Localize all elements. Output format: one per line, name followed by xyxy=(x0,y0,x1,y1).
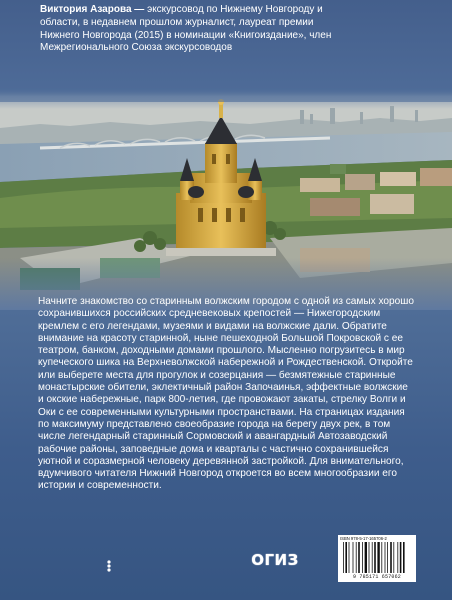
city-photo xyxy=(0,88,452,310)
small-ornament-icon xyxy=(104,559,114,573)
isbn-barcode xyxy=(338,535,416,582)
barcode-bars xyxy=(342,542,412,573)
author-name: Виктория Азарова — xyxy=(40,4,145,15)
book-description: Начните знакомство со старинным волжским городом с одной из самых хорошо сохранившихся российских средневековых крепостей — Нижегородским кремлем с его легендами, музеями и видами на волжские дали. Обратите внимание на красоту старинной, ныне пешеходной Большой Покровской с ее театром, банком, доходными домами прошлого. Мысленно погрузитесь в мир купеческого шика на Верхневолжской набережной и Рождественской. Откройте или выберете места для прогулок и созерцания — безмятежные старинные монастырские обители, эклектичный район Започаинья, эффектные волжские и окские набережные, парк 800-летия, где провожают закаты, стрелку Волги и Оки с ее современными культурными пространствами. На страницах издания по максимуму представлено своеобразие города на берегу двух рек, в том числе легендарный старинный Сормовский и авангардный Автозаводский рабочие районы, заповедные дома и кварталы с частично сохранившейся уютной и соразмерной человеку деревянной застройкой. Для внимательного, вдумчивого читателя Нижний Новгород откроется во всем многообразии его истории и современности. xyxy=(38,296,414,492)
author-bio-text: экскурсовод по Нижнему Новгороду и области, в недавнем прошлом журналист, лауреат премии Нижнего Новгорода (2015) в номинации «Книгоиздание», член Межрегионального Союза экскурсоводов xyxy=(40,4,332,54)
ogiz-logo: ОГИЗ xyxy=(251,551,299,569)
author-bio xyxy=(40,4,340,55)
isbn-label: ISBN 978-5-17-165706-2 xyxy=(340,536,387,541)
nizhny-novgorod-cathedral-illustration xyxy=(0,88,452,310)
barcode-digits: 9 785171 657062 xyxy=(352,574,401,580)
